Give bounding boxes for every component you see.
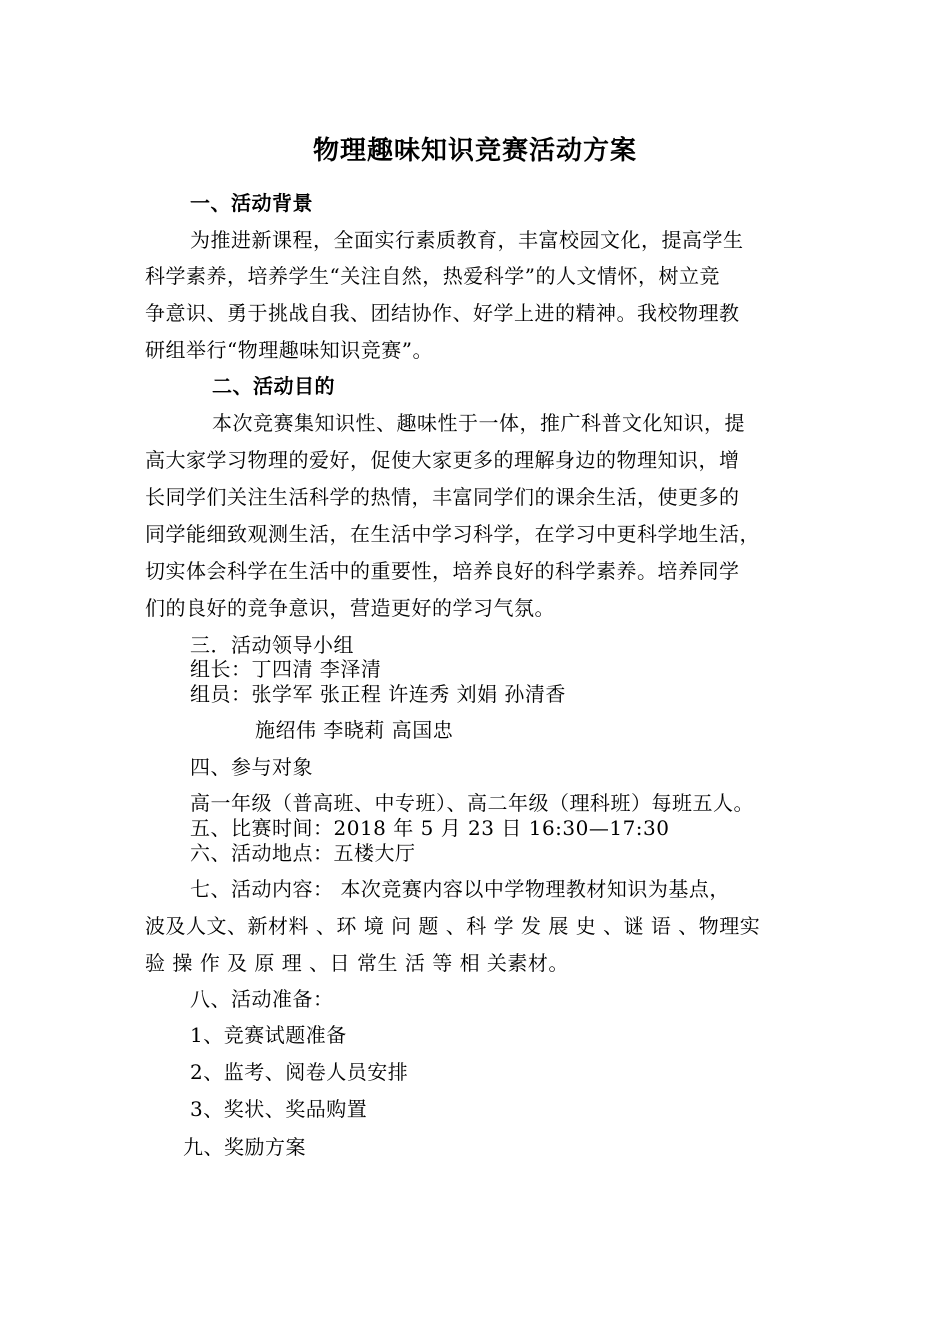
paragraph-line: 本次竞赛集知识性、趣味性于一体，推广科普文化知识，提 bbox=[212, 411, 745, 435]
document-title: 物理趣味知识竞赛活动方案 bbox=[312, 136, 637, 166]
competition-time-line: 五、比赛时间：2018 年 5 月 23 日 16:30—17:30 bbox=[190, 816, 670, 840]
paragraph-line: 高大家学习物理的爱好，促使大家更多的理解身边的物理知识，增 bbox=[145, 448, 740, 472]
members-line: 施绍伟 李晓莉 高国忠 bbox=[255, 718, 454, 742]
paragraph-line: 为推进新课程，全面实行素质教育，丰富校园文化，提高学生 bbox=[190, 228, 744, 252]
paragraph-line: 同学能细致观测生活，在生活中学习科学，在学习中更科学地生活， bbox=[145, 522, 760, 546]
members-line: 组员：张学军 张正程 许连秀 刘娟 孙清香 bbox=[190, 682, 566, 706]
section-heading-leadership: 三．活动领导小组 bbox=[190, 633, 354, 657]
section-heading-participants: 四、参与对象 bbox=[190, 755, 313, 779]
section-heading-background: 一、活动背景 bbox=[190, 191, 313, 215]
paragraph-line: 长同学们关注生活科学的热情，丰富同学们的课余生活，使更多的 bbox=[145, 485, 740, 509]
leaders-line: 组长：丁四清 李泽清 bbox=[190, 657, 382, 681]
preparation-item: 2、监考、阅卷人员安排 bbox=[190, 1060, 409, 1084]
paragraph-line: 切实体会科学在生活中的重要性，培养良好的科学素养。培养同学 bbox=[145, 559, 740, 583]
paragraph-line: 研组举行“物理趣味知识竞赛”。 bbox=[145, 338, 433, 362]
paragraph-line: 争意识、勇于挑战自我、团结协作、好学上进的精神。我校物理教 bbox=[145, 301, 740, 325]
section-heading-purpose: 二、活动目的 bbox=[212, 374, 335, 398]
participants-line: 高一年级（普高班、中专班）、高二年级（理科班）每班五人。 bbox=[190, 791, 754, 815]
preparation-item: 1、竞赛试题准备 bbox=[190, 1023, 347, 1047]
content-line: 验 操 作 及 原 理 、日 常生 活 等 相 关素材。 bbox=[145, 951, 569, 975]
venue-line: 六、活动地点：五楼大厅 bbox=[190, 841, 416, 865]
paragraph-line: 科学素养，培养学生“关注自然，热爱科学”的人文情怀，树立竞 bbox=[145, 264, 720, 288]
content-line: 波及人文、新材料 、环 境 问 题 、科 学 发 展 史 、谜 语 、物理实 bbox=[145, 914, 761, 938]
section-heading-preparation: 八、活动准备： bbox=[190, 987, 334, 1011]
paragraph-line: 们的良好的竞争意识，营造更好的学习气氛。 bbox=[145, 596, 555, 620]
preparation-item: 3、奖状、奖品购置 bbox=[190, 1097, 368, 1121]
content-line: 七、活动内容： 本次竞赛内容以中学物理教材知识为基点， bbox=[190, 877, 730, 901]
section-heading-awards: 九、奖励方案 bbox=[183, 1135, 306, 1159]
